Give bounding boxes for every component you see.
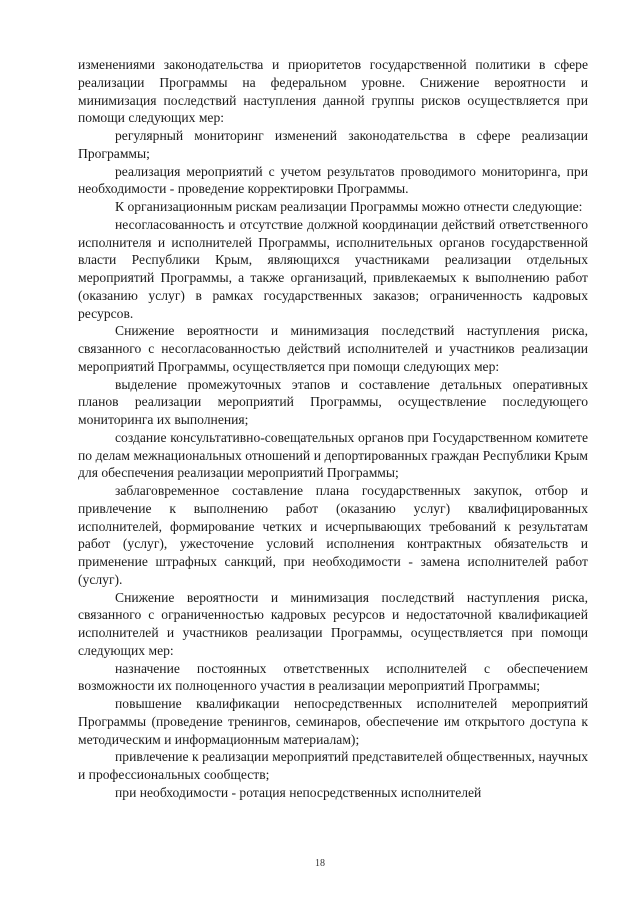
- paragraph-5: несогласованность и отсутствие должной координации действий ответственного исполнителя и исполнителей Программы, исполнительных органов государственной власти Республики Крым, являющихся участниками реализации отдельных мероприятий Программы, а также организаций, привлекаемых к выполнению работ (оказанию услуг) в рамках государственных заказов; ограниченность кадровых ресурсов.: [78, 216, 588, 321]
- paragraph-13: привлечение к реализации мероприятий представителей общественных, научных и профессиональных сообществ;: [78, 749, 588, 782]
- paragraph-14: при необходимости - ротация непосредственных исполнителей: [115, 784, 482, 800]
- paragraph-3: реализация мероприятий с учетом результатов проводимого мониторинга, при необходимости - проведение корректировки Программы.: [78, 163, 588, 197]
- paragraph-2: регулярный мониторинг изменений законодательства в сфере реализации Программы;: [78, 128, 588, 161]
- paragraph-10: Снижение вероятности и минимизация последствий наступления риска, связанного с ограниченностью кадровых ресурсов и недостаточной квалификацией исполнителей и участников реализации Программы, осуществляется при помощи следующих мер:: [78, 589, 588, 658]
- document-body: [78, 56, 588, 802]
- paragraph-12: повышение квалификации непосредственных исполнителей мероприятий Программы (проведение тренингов, семинаров, обеспечение им открытого доступа к методическим и информационным материалам);: [78, 696, 588, 747]
- paragraph-1: изменениями законодательства и приоритетов государственной политики в сфере реализации Программы на федеральном уровне. Снижение вероятности и минимизация последствий наступления данной группы рисков осуществляется при помощи следующих мер:: [78, 57, 588, 126]
- paragraph-9: заблаговременное составление плана государственных закупок, отбор и привлечение к выполнению работ (оказанию услуг) квалифицированных исполнителей, формирование четких и исчерпывающих требований к результатам работ (услуг), ужесточение условий исполнения контрактных обязательств и применение штрафных санкций, при необходимости - замена исполнителей работ (услуг).: [78, 483, 588, 587]
- paragraph-6: Снижение вероятности и минимизация последствий наступления риска, связанного с несогласованностью действий исполнителей и участников реализации мероприятий Программы, осуществляется при помощи следующих мер:: [78, 323, 588, 374]
- paragraph-11: назначение постоянных ответственных исполнителей с обеспечением возможности их полноценного участия в реализации мероприятий Программы;: [78, 660, 588, 694]
- page-number: 18: [315, 858, 325, 869]
- paragraph-7: выделение промежуточных этапов и составление детальных оперативных планов реализации мероприятий Программы, осуществление последующего мониторинга их выполнения;: [78, 376, 588, 427]
- paragraph-8: создание консультативно-совещательных органов при Государственном комитете по делам межнациональных отношений и депортированных граждан Республики Крым для обеспечения реализации мероприятий Программы;: [78, 429, 588, 481]
- paragraph-4: К организационным рискам реализации Программы можно отнести следующие:: [115, 199, 583, 214]
